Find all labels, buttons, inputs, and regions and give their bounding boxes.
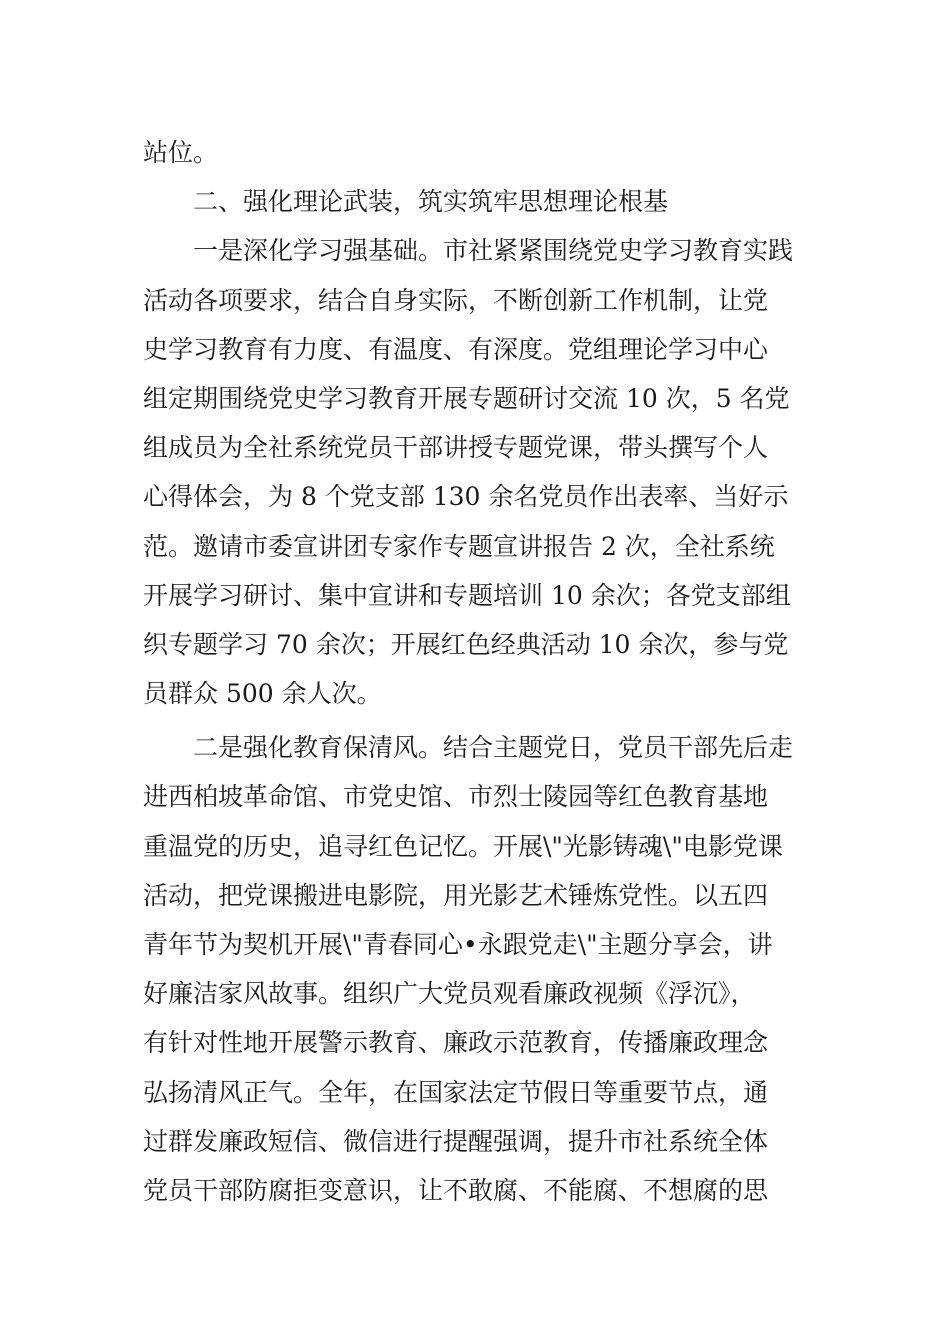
text-line: 好廉洁家风故事。组织广大党员观看廉政视频《浮沉》，: [143, 979, 756, 1009]
text-line: 二是强化教育保清风。结合主题党日，党员干部先后走: [193, 733, 794, 763]
text-line: 员群众 500 余人次。: [143, 679, 382, 709]
paragraph-education: [143, 723, 807, 1215]
text-line: 有针对性地开展警示教育、廉政示范教育，传播廉政理念: [143, 1028, 769, 1058]
paragraph-study: [143, 226, 807, 718]
section-heading: 二、强化理论武装，筑实筑牢思想理论根基: [193, 187, 669, 217]
text-line: 重温党的历史，追寻红色记忆。开展\"光影铸魂\"电影党课: [143, 831, 783, 861]
text-line: 弘扬清风正气。全年，在国家法定节假日等重要节点，通: [143, 1077, 769, 1107]
text-line: 活动，把党课搬进电影院，用光影艺术锤炼党性。以五四: [143, 880, 769, 910]
text-line: 范。邀请市委宣讲团专家作专题宣讲报告 2 次，全社系统: [143, 531, 775, 561]
text-line: 过群发廉政短信、微信进行提醒强调，提升市社系统全体: [143, 1126, 769, 1156]
text-line: 进西柏坡革命馆、市党史馆、市烈士陵园等红色教育基地: [143, 782, 769, 812]
text-line: 党员干部防腐拒变意识，让不敢腐、不能腐、不想腐的思: [143, 1175, 769, 1205]
text-line: 一是深化学习强基础。市社紧紧围绕党史学习教育实践: [193, 236, 794, 266]
text-line: 织专题学习 70 余次；开展红色经典活动 10 余次，参与党: [143, 629, 789, 659]
text-line: 组定期围绕党史学习教育开展专题研讨交流 10 次，5 名党: [143, 383, 790, 413]
text-line: 史学习教育有力度、有温度、有深度。党组理论学习中心: [143, 334, 769, 364]
text-line: 青年节为契机开展\"青春同心•永跟党走\"主题分享会，讲: [143, 930, 773, 959]
text-line: 心得体会，为 8 个党支部 130 余名党员作出表率、当好示: [143, 482, 789, 512]
text-line: 站位。: [143, 138, 219, 167]
text-line: 组成员为全社系统党员干部讲授专题党课，带头撰写个人: [143, 433, 769, 463]
document-body: [143, 128, 807, 1215]
text-line: 活动各项要求，结合自身实际，不断创新工作机制，让党: [143, 285, 769, 315]
text-line: 开展学习研讨、集中宣讲和专题培训 10 余次；各党支部组: [143, 580, 791, 610]
